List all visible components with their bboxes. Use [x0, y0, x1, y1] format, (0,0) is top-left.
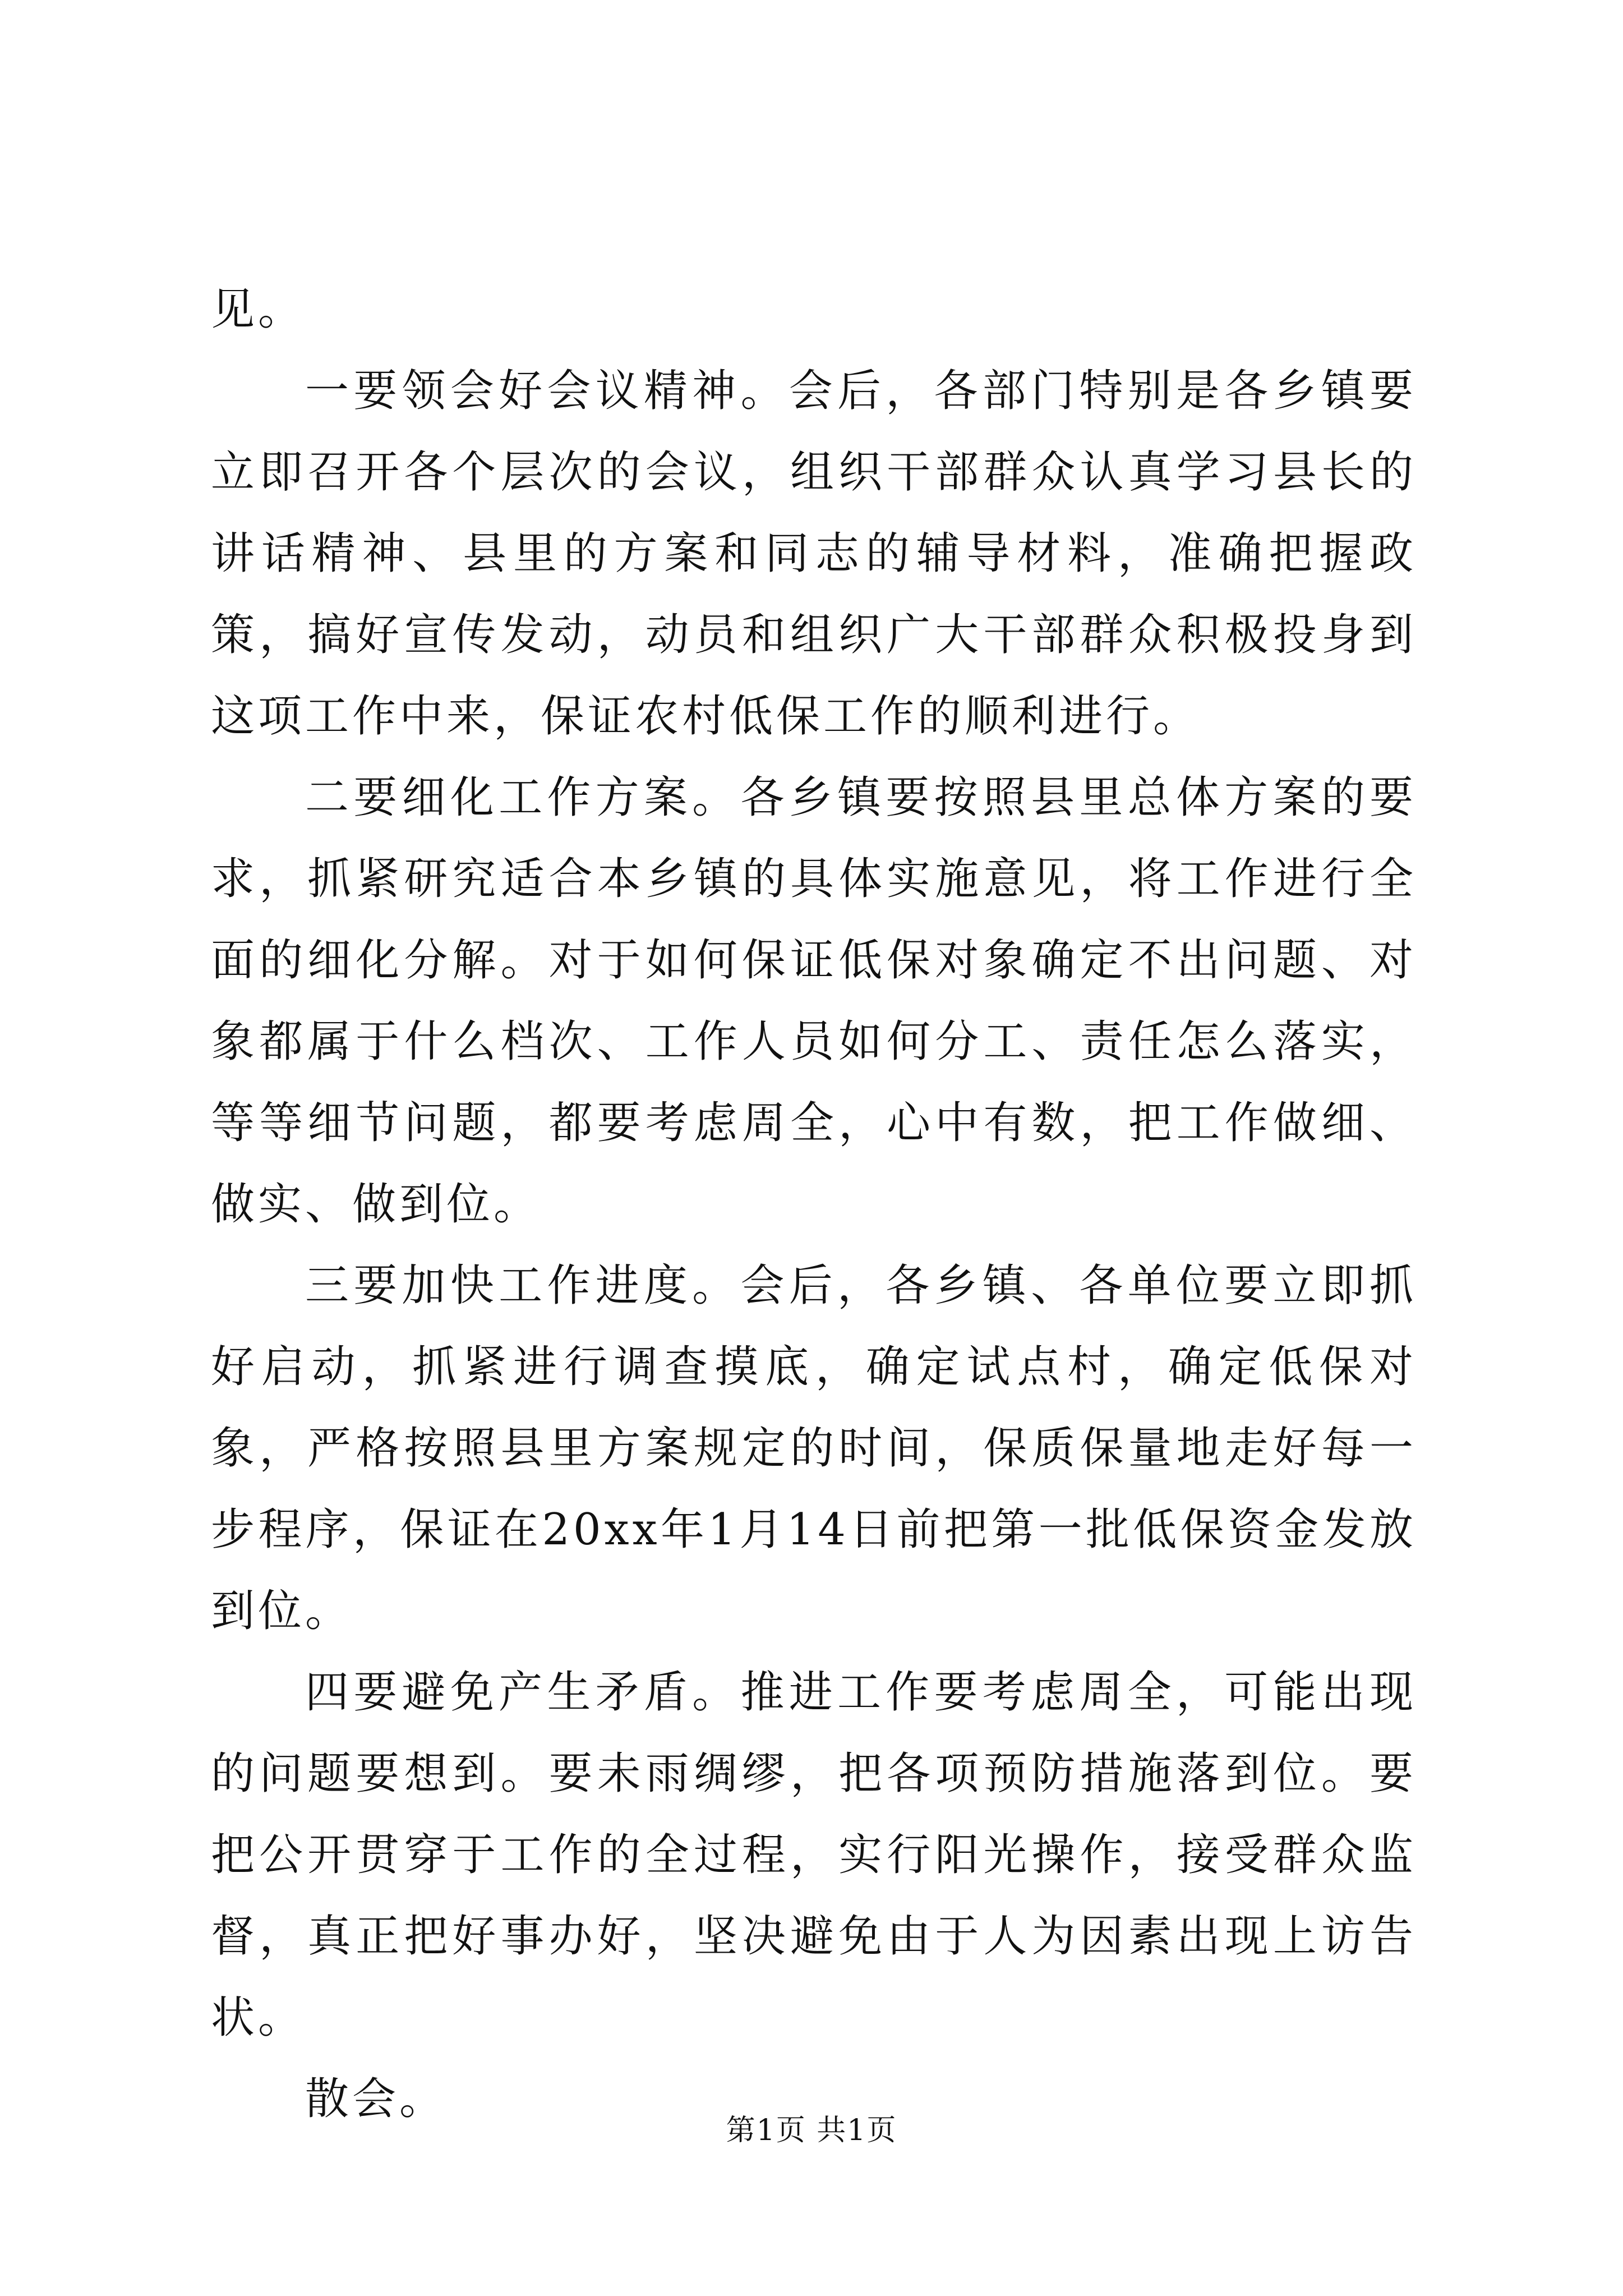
document-body [211, 269, 1417, 2140]
paragraph-item-4: 四要避免产生矛盾。推进工作要考虑周全，可能出现的问题要想到。要未雨绸缪，把各项预防措施落到位。要把公开贯穿于工作的全过程，实行阳光操作，接受群众监督，真正把好事办好，坚决避免由于人为因素出现上访告状。 [211, 1667, 1417, 2043]
paragraph-item-2: 二要细化工作方案。各乡镇要按照县里总体方案的要求，抓紧研究适合本乡镇的具体实施意见，将工作进行全面的细化分解。对于如何保证低保对象确定不出问题、对象都属于什么档次、工作人员如何分工、责任怎么落实，等等细节问题，都要考虑周全，心中有数，把工作做细、做实、做到位。 [211, 772, 1417, 1230]
paragraph-item-1: 一要领会好会议精神。会后，各部门特别是各乡镇要立即召开各个层次的会议，组织干部群众认真学习县长的讲话精神、县里的方案和同志的辅导材料，准确把握政策，搞好宣传发动，动员和组织广大干部群众积极投身到这项工作中来，保证农村低保工作的顺利进行。 [211, 366, 1417, 742]
paragraph-item-3: 三要加快工作进度。会后，各乡镇、各单位要立即抓好启动，抓紧进行调查摸底，确定试点村，确定低保对象，严格按照县里方案规定的时间，保质保量地走好每一步程序，保证在20xx年1月14日前把第一批低保资金发放到位。 [211, 1260, 1417, 1636]
page-footer: 第1页 共1页 [726, 2114, 897, 2147]
paragraph-closing: 散会。 [305, 2074, 447, 2124]
paragraph-continuation: 见。 [211, 284, 306, 335]
